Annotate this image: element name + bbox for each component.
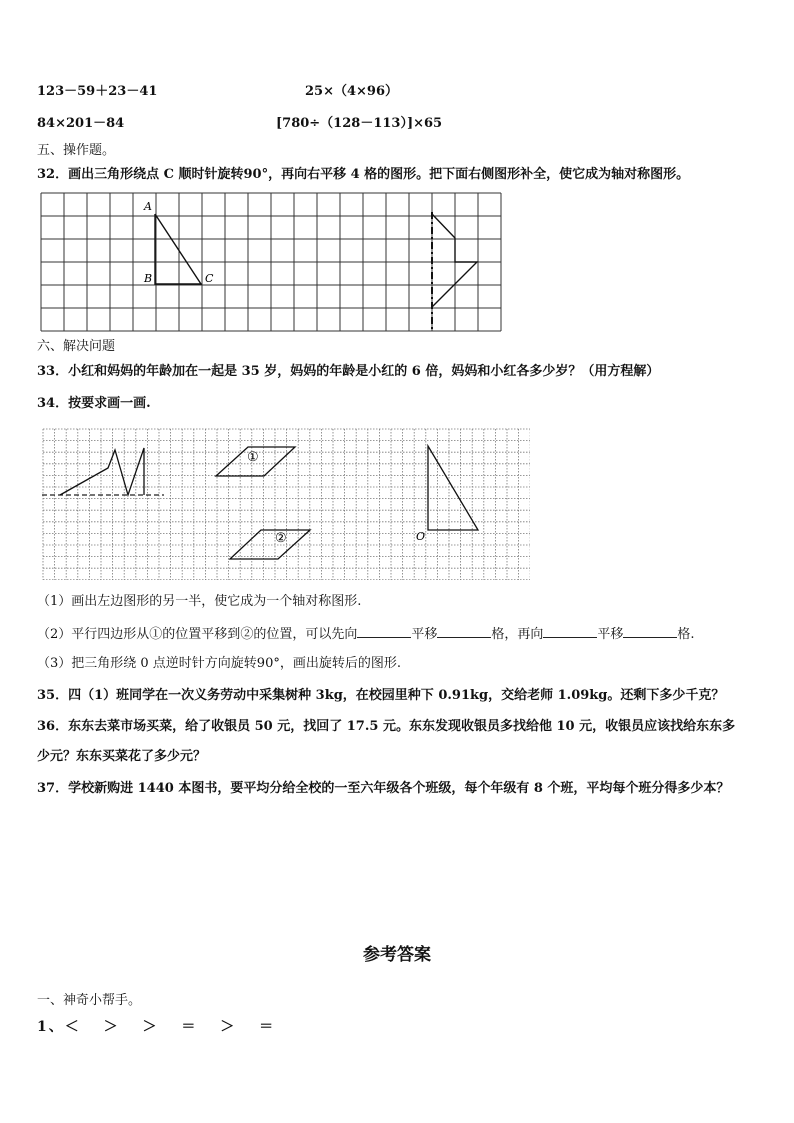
q34-sub3: （3）把三角形绕 0 点逆时针方向旋转90°，画出旋转后的图形. — [37, 656, 401, 671]
q34-sub2 — [37, 625, 695, 643]
q34-sub2-circled-1: ① — [149, 627, 163, 642]
answers-title: 参考答案 — [363, 945, 431, 965]
q32-label-c: C — [205, 272, 214, 285]
calc-expr-3: 84×201－84 — [37, 116, 125, 131]
q34-sub2-part-b: 的位置平移到 — [162, 627, 241, 642]
question-37: 37．学校新购进 1440 本图书，要平均分给全校的一至六年级各个班级，每个年级有 8 个班，平均每个班分得多少本？ — [37, 781, 730, 796]
answer-blank[interactable] — [543, 625, 597, 638]
answer-blank[interactable] — [437, 625, 491, 638]
q34-sub2-part-e: 格，再向 — [491, 627, 544, 642]
question-36-line-1: 36．东东去菜市场买菜，给了收银员 50 元，找回了 17.5 元。东东发现收银员多找给他 10 元，收银员应该找给东东多 — [37, 719, 736, 734]
q34-sub2-circled-2: ② — [240, 627, 254, 642]
q32-triangle-abc — [155, 214, 201, 284]
q34-half-figure — [60, 448, 144, 495]
question-32: 32．画出三角形绕点 C 顺时针旋转90°，再向右平移 4 格的图形。把下面右侧图形补全，使它成为轴对称图形。 — [37, 167, 690, 182]
q34-label-2: ② — [275, 531, 287, 546]
q34-triangle — [428, 446, 478, 530]
question-33: 33．小红和妈妈的年龄加在一起是 35 岁，妈妈的年龄是小红的 6 倍，妈妈和小红各多少岁？（用方程解） — [37, 364, 660, 379]
question-35: 35．四（1）班同学在一次义务劳动中采集树种 3kg，在校园里种下 0.91kg，交给老师 1.09kg。还剩下多少千克？ — [37, 688, 725, 703]
section-5-title: 五、操作题。 — [37, 143, 116, 158]
answers-section-1: 一、神奇小帮手。 — [37, 993, 142, 1008]
answers-line-1: 1、＜ ＞ ＞ ＝ ＞ ＝ — [37, 1019, 276, 1035]
q32-label-b: B — [144, 272, 153, 285]
q34-sub2-part-g: 格. — [677, 627, 695, 642]
q32-grid-figure — [40, 192, 502, 334]
section-6-title: 六、解决问题 — [37, 339, 116, 354]
q34-sub2-part-c: 的位置，可以先向 — [253, 627, 358, 642]
q34-sub2-part-f: 平移 — [597, 627, 624, 642]
question-36-line-2: 少元？东东买菜花了多少元？ — [37, 749, 207, 764]
calc-expr-1: 123－59＋23－41 — [37, 84, 158, 99]
q32-label-a: A — [144, 200, 152, 213]
q34-sub1: （1）画出左边图形的另一半，使它成为一个轴对称图形. — [37, 594, 362, 609]
answer-blank[interactable] — [623, 625, 677, 638]
calc-expr-2: 25×（4×96） — [305, 84, 399, 99]
answer-blank[interactable] — [357, 625, 411, 638]
q34-sub2-part-a: （2）平行四边形从 — [37, 627, 150, 642]
q34-label-1: ① — [247, 450, 259, 465]
q34-sub2-part-d: 平移 — [411, 627, 438, 642]
q34-label-o: O — [416, 530, 426, 543]
calc-expr-4: [780÷（128－113）]×65 — [276, 116, 443, 131]
question-34: 34．按要求画一画. — [37, 396, 151, 411]
q34-grid-figure — [42, 428, 530, 580]
